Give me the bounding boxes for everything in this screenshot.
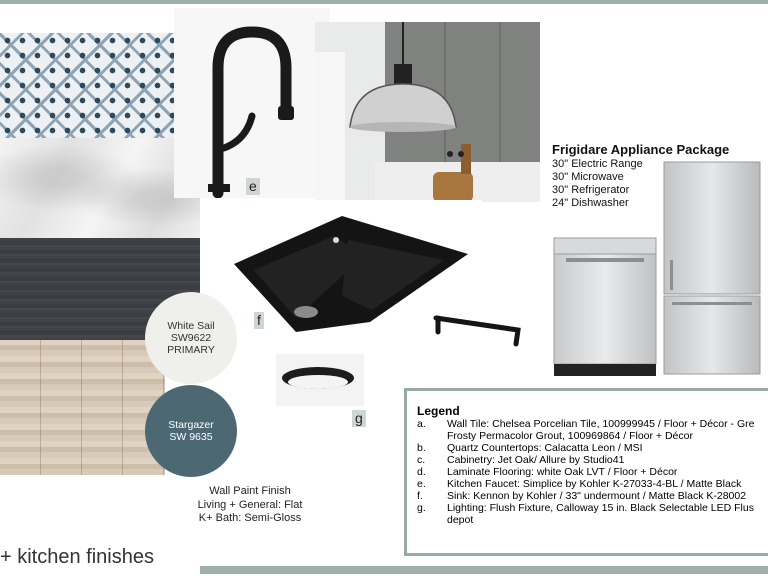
paint-finish-line-1: Living + General: Flat xyxy=(197,498,303,511)
appliance-item: 30" Microwave xyxy=(552,171,624,183)
legend-item: depot xyxy=(447,514,474,526)
legend-box xyxy=(404,388,768,556)
legend-item: d. Laminate Flooring: white Oak LVT / Floor + Décor xyxy=(417,466,678,478)
appliance-item: 30" Electric Range xyxy=(552,158,643,170)
bottom-accent-bar xyxy=(200,566,768,574)
pendant-kitchen-photo xyxy=(315,22,540,202)
page-title: + kitchen finishes xyxy=(0,546,154,568)
sink-letter: f xyxy=(254,312,264,329)
cabinet-pull-icon xyxy=(430,300,534,350)
stargazer-paint-swatch xyxy=(145,385,237,477)
white-sail-paint-swatch xyxy=(145,292,237,384)
appliance-item: 24" Dishwasher xyxy=(552,197,629,209)
legend-item: f. Sink: Kennon by Kohler / 33" undermount / Matte Black K-28002 xyxy=(417,490,747,502)
white-sail-role: PRIMARY xyxy=(167,344,215,356)
cabinet-pull-image xyxy=(430,300,534,350)
lighting-letter: g xyxy=(352,410,366,427)
legend-title: Legend xyxy=(417,404,460,418)
legend-item: e. Kitchen Faucet: Simplice by Kohler K-27033-4-BL / Matte Black xyxy=(417,478,742,490)
legend-item: Frosty Permacolor Grout, 100969864 / Floor + Décor xyxy=(447,430,693,442)
legend-item: c. Cabinetry: Jet Oak/ Allure by Studio41 xyxy=(417,454,625,466)
dishwasher-icon xyxy=(552,236,658,378)
faucet-icon xyxy=(174,8,330,198)
appliance-title: Frigidare Appliance Package xyxy=(552,142,730,157)
white-sail-name: White Sail xyxy=(167,320,215,332)
white-sail-code: SW9622 xyxy=(170,332,212,344)
pendant-light-icon xyxy=(315,22,540,202)
faucet-image xyxy=(174,8,330,198)
legend-item: g. Lighting: Flush Fixture, Calloway 15 in. Black Selectable LED Flus xyxy=(417,502,754,514)
appliance-item: 30" Refrigerator xyxy=(552,184,630,196)
wall-tile-swatch xyxy=(0,33,200,138)
legend-item: a. Wall Tile: Chelsea Porcelian Tile, 100999945 / Floor + Décor - Gre xyxy=(417,418,755,430)
laminate-flooring-swatch xyxy=(0,340,165,475)
paint-finish-title: Wall Paint Finish xyxy=(209,485,291,497)
flush-light-image xyxy=(276,354,364,406)
wall-paint-finish xyxy=(185,485,315,526)
legend-list xyxy=(417,418,768,526)
stargazer-name: Stargazer xyxy=(168,419,214,431)
flush-light-icon xyxy=(276,354,364,406)
legend-item: b. Quartz Countertops: Calacatta Leon / MSI xyxy=(417,442,643,454)
faucet-letter: e xyxy=(246,178,260,195)
stargazer-code: SW 9635 xyxy=(169,431,213,443)
top-accent-bar xyxy=(0,0,768,4)
paint-finish-line-2: K+ Bath: Semi-Gloss xyxy=(198,512,302,524)
quartz-countertop-swatch xyxy=(0,138,200,238)
refrigerator-icon xyxy=(662,160,762,378)
